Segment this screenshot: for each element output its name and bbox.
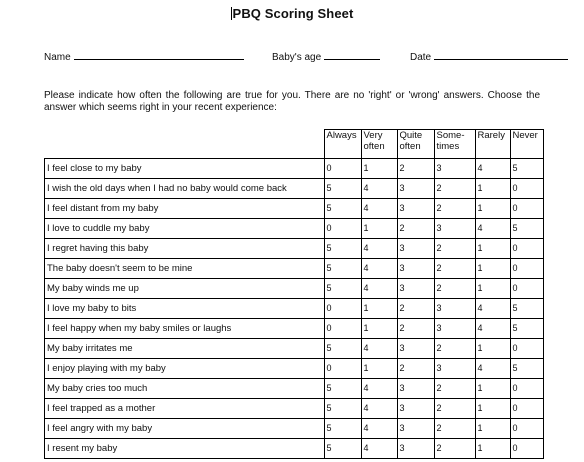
text-cursor	[231, 7, 232, 20]
score-cell[interactable]: 4	[475, 159, 510, 179]
score-cell[interactable]: 5	[324, 379, 361, 399]
score-cell[interactable]: 2	[434, 399, 475, 419]
column-header-line: Never	[512, 130, 538, 141]
item-text: I resent my baby	[45, 439, 325, 459]
item-text: The baby doesn't seem to be mine	[45, 259, 325, 279]
score-cell[interactable]: 2	[434, 439, 475, 459]
table-row	[45, 179, 544, 199]
item-text: I feel distant from my baby	[45, 199, 325, 219]
score-cell[interactable]: 3	[434, 359, 475, 379]
score-cell[interactable]: 3	[397, 179, 434, 199]
item-text: I feel close to my baby	[45, 159, 325, 179]
score-cell[interactable]: 1	[475, 179, 510, 199]
score-cell[interactable]: 5	[510, 299, 543, 319]
score-cell[interactable]: 0	[510, 239, 543, 259]
score-cell[interactable]: 2	[397, 219, 434, 239]
score-cell[interactable]: 0	[324, 359, 361, 379]
score-cell[interactable]: 5	[510, 319, 543, 339]
score-cell[interactable]: 3	[434, 159, 475, 179]
score-cell[interactable]: 5	[510, 159, 543, 179]
title-text: PBQ Scoring Sheet	[232, 6, 354, 21]
score-cell[interactable]: 0	[510, 179, 543, 199]
score-cell[interactable]: 3	[397, 239, 434, 259]
score-cell[interactable]: 0	[324, 219, 361, 239]
table-row	[45, 279, 544, 299]
score-cell[interactable]: 4	[475, 359, 510, 379]
score-cell[interactable]: 1	[475, 239, 510, 259]
column-header	[324, 130, 361, 159]
item-text: I enjoy playing with my baby	[45, 359, 325, 379]
column-header-line: Rarely	[477, 130, 505, 141]
score-cell[interactable]: 2	[397, 299, 434, 319]
date-field[interactable]	[410, 50, 568, 63]
score-cell[interactable]: 0	[510, 419, 543, 439]
baby-age-label: Baby's age	[272, 52, 322, 63]
score-cell[interactable]: 0	[324, 159, 361, 179]
score-cell[interactable]: 5	[324, 339, 361, 359]
score-cell[interactable]: 5	[324, 199, 361, 219]
score-cell[interactable]: 4	[361, 279, 397, 299]
score-cell[interactable]: 0	[510, 439, 543, 459]
score-cell[interactable]: 2	[397, 319, 434, 339]
column-header	[475, 130, 510, 159]
score-cell[interactable]: 3	[397, 259, 434, 279]
score-cell[interactable]: 0	[510, 339, 543, 359]
table-row	[45, 339, 544, 359]
scoring-table	[44, 129, 544, 459]
table-row	[45, 199, 544, 219]
column-header-line: Very	[363, 130, 383, 141]
score-cell[interactable]: 5	[324, 259, 361, 279]
score-cell[interactable]: 2	[434, 259, 475, 279]
table-row	[45, 319, 544, 339]
column-header-line: Always	[326, 130, 357, 141]
score-cell[interactable]: 2	[434, 239, 475, 259]
score-cell[interactable]: 4	[361, 259, 397, 279]
item-text: I feel trapped as a mother	[45, 399, 325, 419]
score-cell[interactable]: 0	[510, 399, 543, 419]
score-cell[interactable]: 0	[510, 379, 543, 399]
item-text: I wish the old days when I had no baby would come back	[45, 179, 325, 199]
score-cell[interactable]: 3	[434, 299, 475, 319]
score-cell[interactable]: 1	[475, 339, 510, 359]
score-cell[interactable]: 2	[434, 379, 475, 399]
score-cell[interactable]: 5	[324, 239, 361, 259]
item-text: I love my baby to bits	[45, 299, 325, 319]
name-input-line[interactable]	[74, 50, 244, 60]
score-cell[interactable]: 1	[475, 259, 510, 279]
score-cell[interactable]: 1	[361, 319, 397, 339]
score-cell[interactable]: 3	[397, 399, 434, 419]
score-cell[interactable]: 2	[434, 179, 475, 199]
score-cell[interactable]: 5	[324, 439, 361, 459]
score-cell[interactable]: 1	[475, 199, 510, 219]
score-cell[interactable]: 3	[434, 219, 475, 239]
table-row	[45, 159, 544, 179]
column-header-line: times	[436, 141, 460, 152]
table-row	[45, 239, 544, 259]
score-cell[interactable]: 4	[361, 239, 397, 259]
header-row	[45, 130, 544, 159]
header-blank	[45, 130, 325, 159]
score-cell[interactable]: 1	[475, 439, 510, 459]
score-cell[interactable]: 1	[361, 299, 397, 319]
table-row	[45, 259, 544, 279]
date-label: Date	[410, 52, 432, 63]
score-cell[interactable]: 4	[361, 379, 397, 399]
item-text: I regret having this baby	[45, 239, 325, 259]
score-cell[interactable]: 4	[361, 419, 397, 439]
score-cell[interactable]: 1	[475, 419, 510, 439]
column-header	[361, 130, 397, 159]
score-cell[interactable]: 4	[361, 439, 397, 459]
score-cell[interactable]: 2	[434, 279, 475, 299]
item-text: I feel happy when my baby smiles or laughs	[45, 319, 325, 339]
score-cell[interactable]: 5	[324, 179, 361, 199]
score-cell[interactable]: 4	[361, 179, 397, 199]
column-header	[397, 130, 434, 159]
baby-age-field[interactable]	[272, 50, 380, 63]
table-row	[45, 439, 544, 459]
table-row	[45, 359, 544, 379]
score-cell[interactable]: 3	[397, 339, 434, 359]
score-cell[interactable]: 4	[475, 319, 510, 339]
score-cell[interactable]: 2	[397, 359, 434, 379]
table-body	[45, 159, 544, 459]
table-row	[45, 219, 544, 239]
score-cell[interactable]: 5	[510, 359, 543, 379]
table-row	[45, 399, 544, 419]
page-title	[0, 6, 584, 21]
score-cell[interactable]: 4	[361, 199, 397, 219]
score-cell[interactable]: 2	[434, 339, 475, 359]
score-cell[interactable]: 4	[361, 399, 397, 419]
score-cell[interactable]: 1	[475, 279, 510, 299]
date-input-line[interactable]	[434, 50, 568, 60]
item-text: I love to cuddle my baby	[45, 219, 325, 239]
score-cell[interactable]: 2	[397, 159, 434, 179]
item-text: My baby cries too much	[45, 379, 325, 399]
column-header-line: Quite	[399, 130, 423, 141]
score-cell[interactable]: 5	[324, 419, 361, 439]
score-cell[interactable]: 1	[361, 359, 397, 379]
score-cell[interactable]: 1	[361, 219, 397, 239]
item-text: My baby winds me up	[45, 279, 325, 299]
name-field[interactable]	[44, 50, 244, 63]
score-cell[interactable]: 5	[324, 279, 361, 299]
score-cell[interactable]: 0	[324, 319, 361, 339]
instructions: Please indicate how often the following are true for you. There are no 'right' or 'wrong' answers. Choose the answer which seems right in your recent experience:	[44, 90, 540, 113]
score-cell[interactable]: 3	[397, 279, 434, 299]
score-cell[interactable]: 5	[510, 219, 543, 239]
score-cell[interactable]: 3	[434, 319, 475, 339]
score-cell[interactable]: 2	[434, 419, 475, 439]
score-cell[interactable]: 0	[324, 299, 361, 319]
score-cell[interactable]: 4	[361, 339, 397, 359]
column-header	[434, 130, 475, 159]
score-cell[interactable]: 0	[510, 279, 543, 299]
score-cell[interactable]: 3	[397, 199, 434, 219]
column-header-line: often	[363, 141, 385, 152]
table-row	[45, 299, 544, 319]
score-cell[interactable]: 0	[510, 259, 543, 279]
column-header-line: Some-	[436, 130, 465, 141]
score-cell[interactable]: 4	[475, 299, 510, 319]
item-text: My baby irritates me	[45, 339, 325, 359]
score-cell[interactable]: 1	[361, 159, 397, 179]
item-text: I feel angry with my baby	[45, 419, 325, 439]
score-cell[interactable]: 1	[475, 399, 510, 419]
score-cell[interactable]: 1	[475, 379, 510, 399]
column-header-line: often	[399, 141, 421, 152]
score-cell[interactable]: 3	[397, 439, 434, 459]
column-header	[510, 130, 543, 159]
table-row	[45, 379, 544, 399]
table-row	[45, 419, 544, 439]
name-label: Name	[44, 52, 71, 63]
score-cell[interactable]: 5	[324, 399, 361, 419]
score-cell[interactable]: 4	[475, 219, 510, 239]
score-cell[interactable]: 3	[397, 379, 434, 399]
score-cell[interactable]: 3	[397, 419, 434, 439]
baby-age-input-line[interactable]	[324, 50, 380, 60]
score-cell[interactable]: 0	[510, 199, 543, 219]
score-cell[interactable]: 2	[434, 199, 475, 219]
